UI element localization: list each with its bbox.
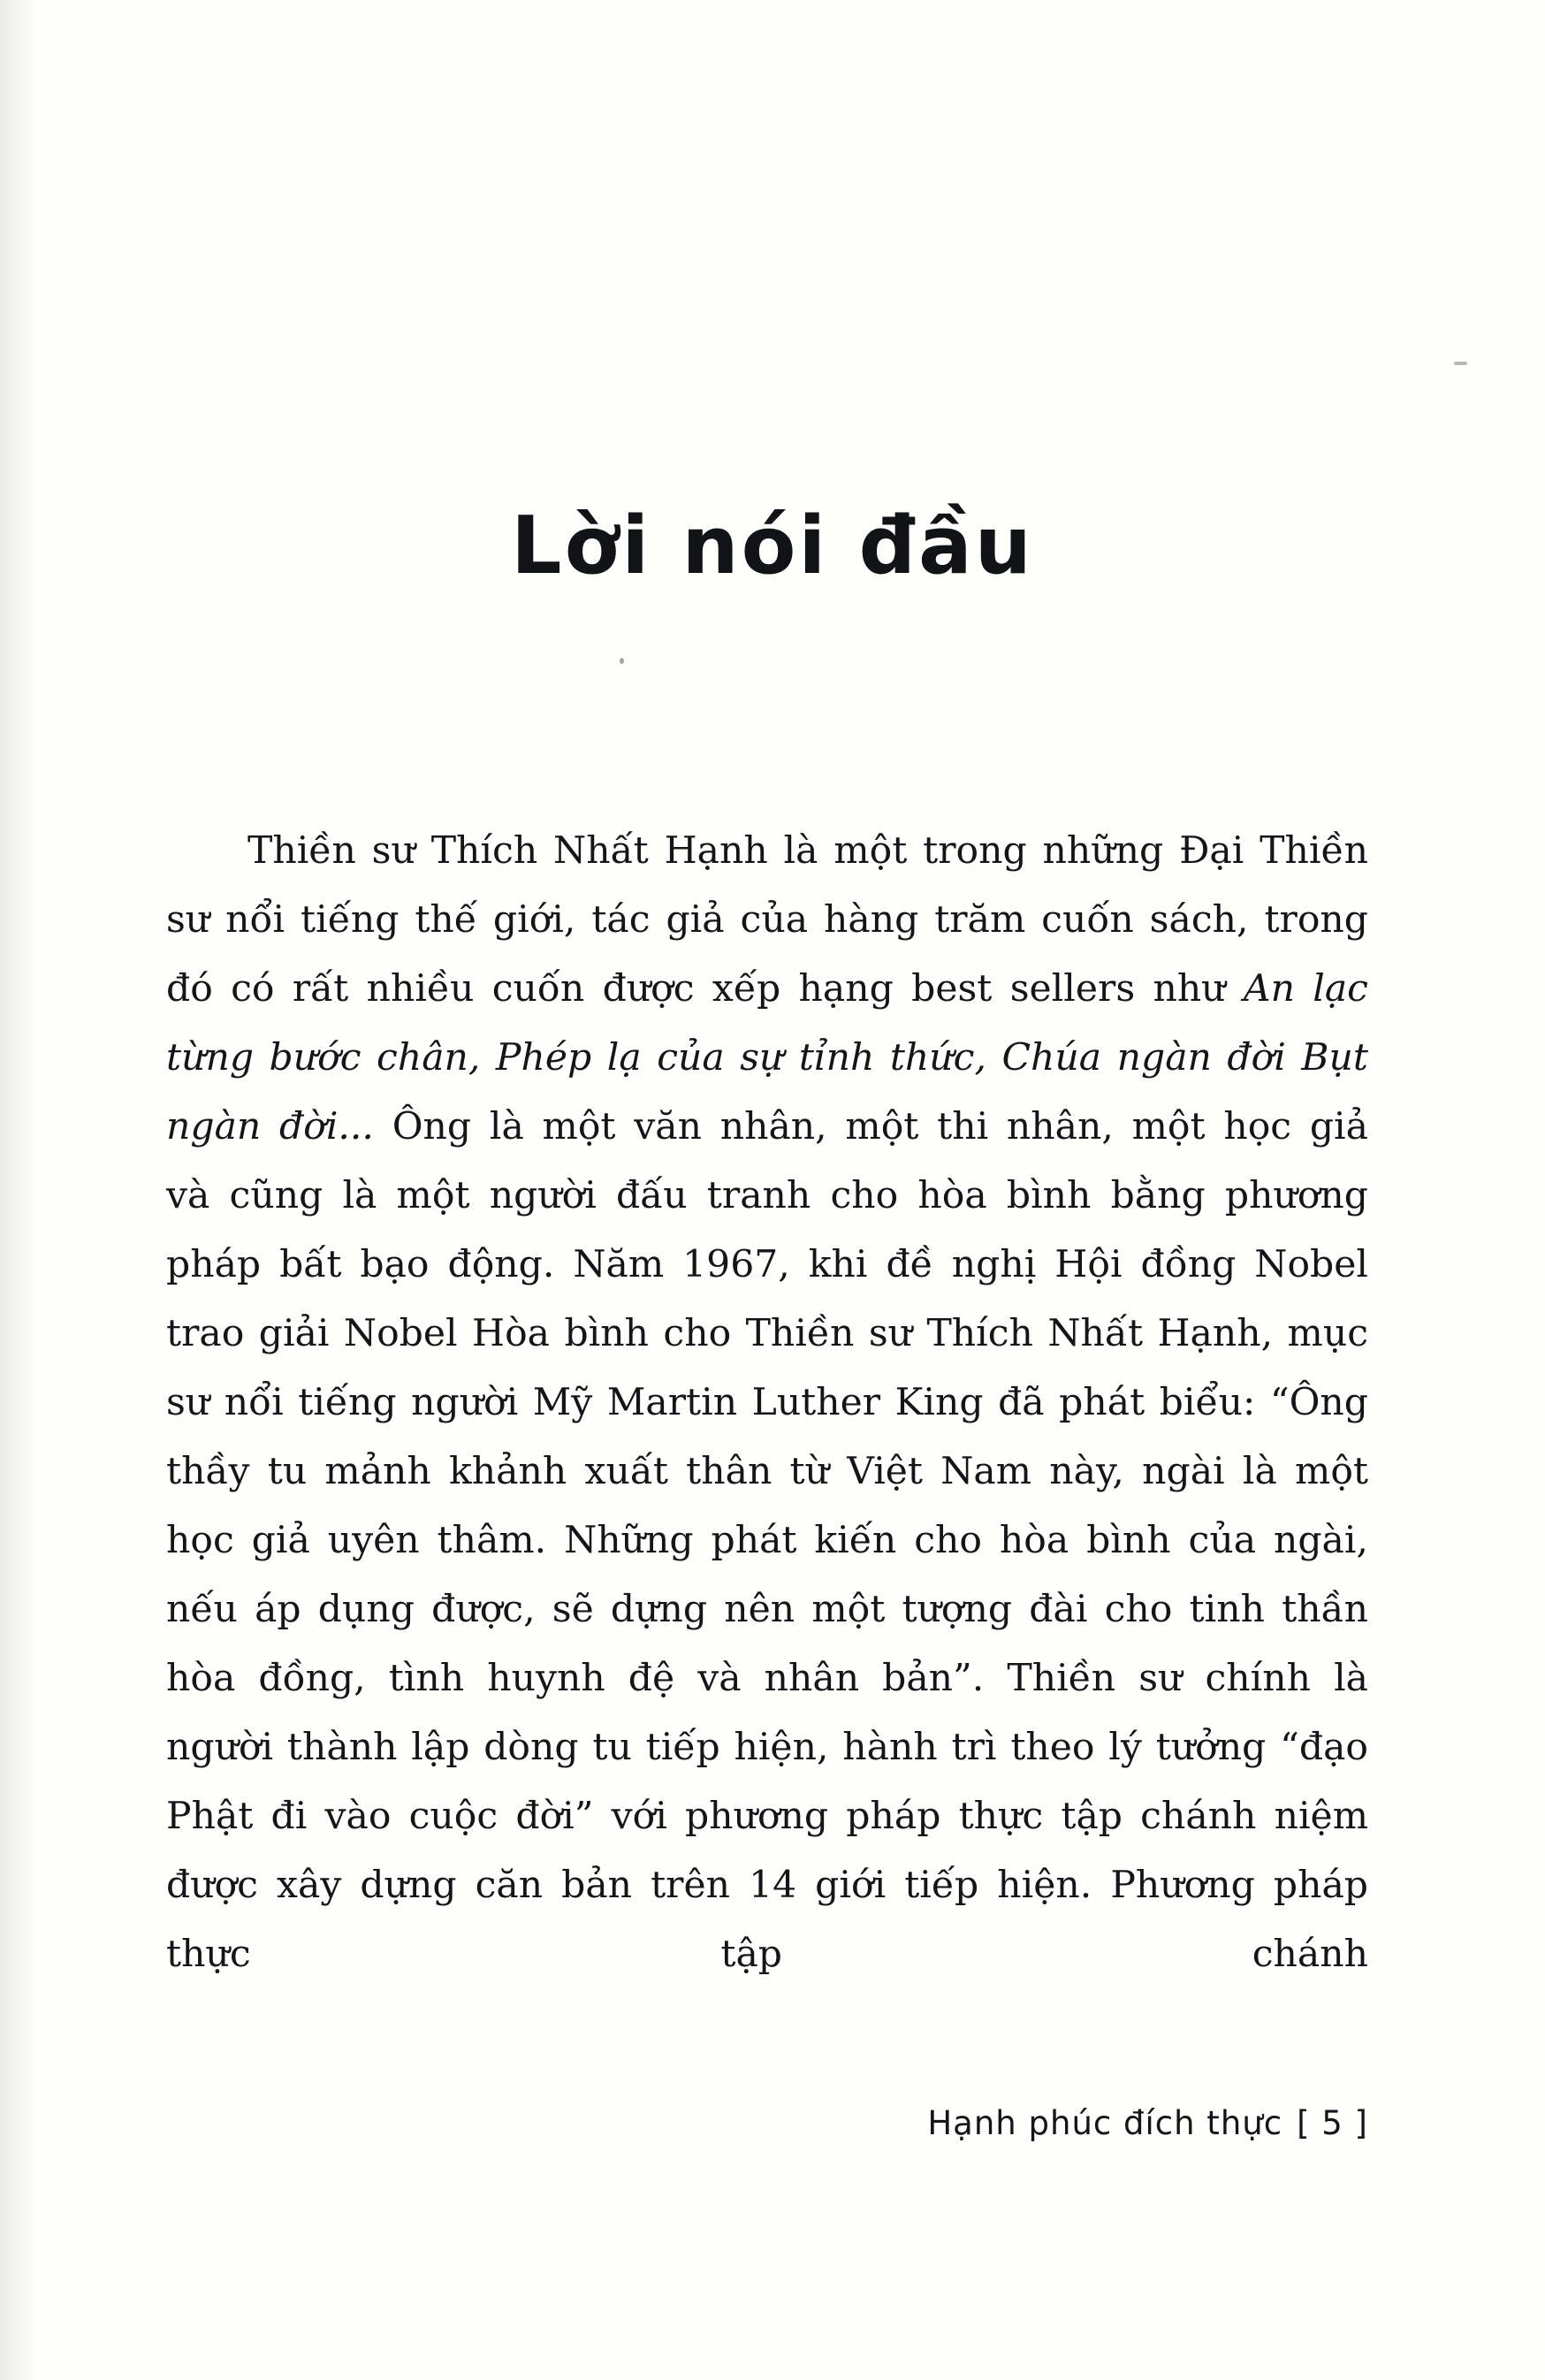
body-paragraph xyxy=(166,817,1368,1989)
running-title: Hạnh phúc đích thực xyxy=(927,2104,1283,2142)
body-text-intro: Thiền sư Thích Nhất Hạnh là một trong những Đại Thiền sư nổi tiếng thế giới, tác giả của hàng trăm cuốn sách, trong đó có rất nhiều cuốn được xếp hạng best sellers như xyxy=(166,829,1368,1011)
page-footer xyxy=(927,2104,1368,2142)
scan-speck-dot xyxy=(620,658,624,664)
page-number: [ 5 ] xyxy=(1297,2104,1368,2142)
chapter-title: Lời nói đầu xyxy=(511,500,1034,592)
page-gutter-shadow xyxy=(0,0,37,2380)
body-text-rest: Ông là một văn nhân, một thi nhân, một học giả và cũng là một người đấu tranh cho hòa bình bằng phương pháp bất bạo động. Năm 1967, khi đề nghị Hội đồng Nobel trao giải Nobel Hòa bình cho Thiền sư Thích Nhất Hạnh, mục sư nổi tiếng người Mỹ Martin Luther King đã phát biểu: “Ông thầy tu mảnh khảnh xuất thân từ Việt Nam này, ngài là một học giả uyên thâm. Những phát kiến cho hòa bình của ngài, nếu áp dụng được, sẽ dựng nên một tượng đài cho tinh thần hòa đồng, tình huynh đệ và nhân bản”. Thiền sư chính là người thành lập dòng tu tiếp hiện, hành trì theo lý tưởng “đạo Phật đi vào cuộc đời” với phương pháp thực tập chánh niệm được xây dựng căn bản trên 14 giới tiếp hiện. Phương pháp thực tập chánh xyxy=(166,1105,1368,1976)
body-text-book-titles: An lạc từng bước chân, Phép lạ của sự tỉnh thức, Chúa ngàn đời Bụt ngàn đời... xyxy=(166,967,1368,1148)
scan-speck-dash xyxy=(1454,362,1467,365)
